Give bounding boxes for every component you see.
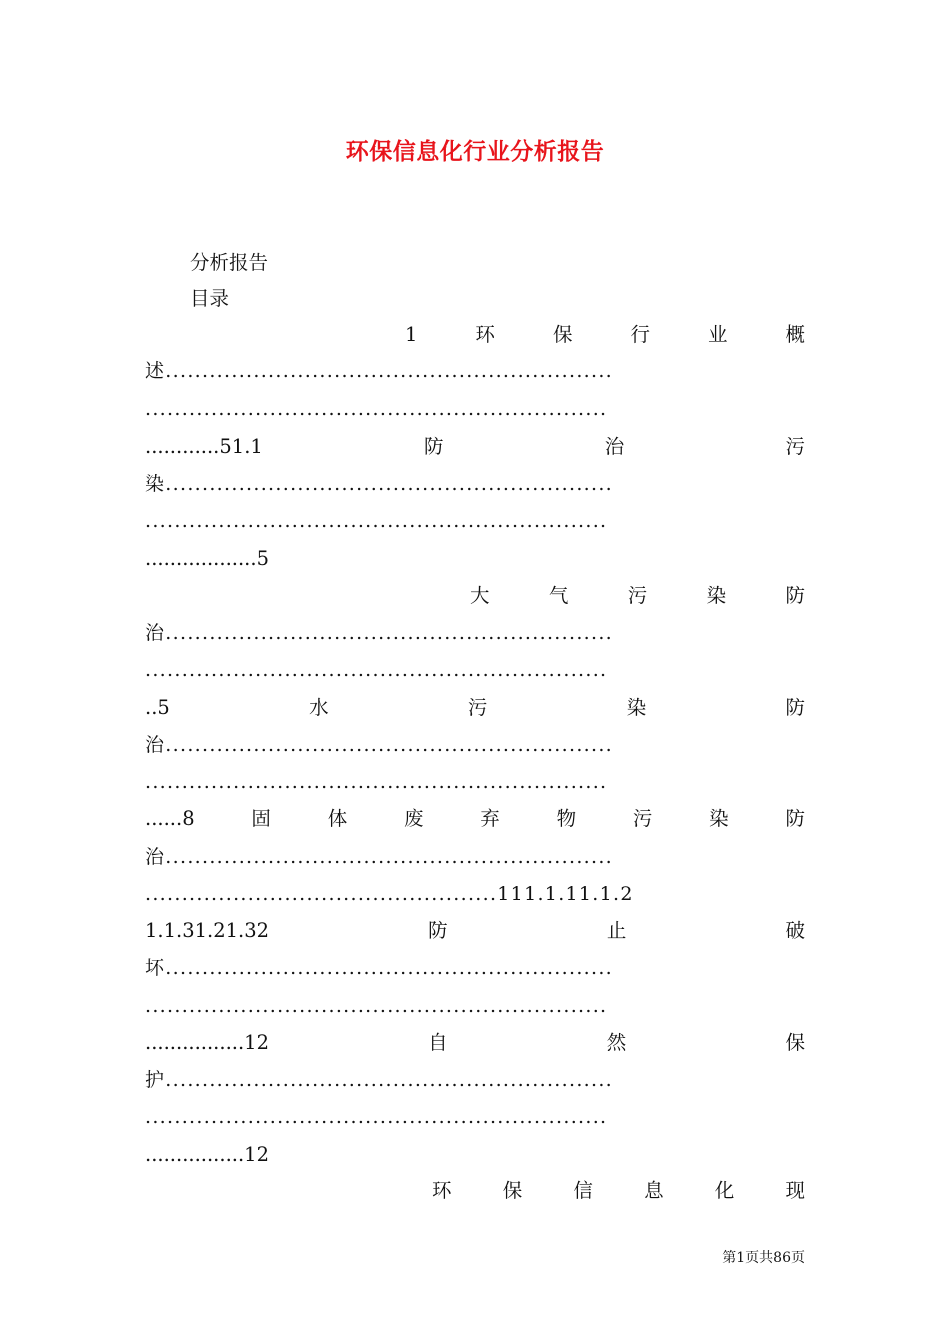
toc-page-ref: ................12 xyxy=(145,1031,269,1054)
toc-char: 保 xyxy=(785,1031,805,1054)
toc-char: 防 xyxy=(785,696,805,719)
toc-char: 环 xyxy=(432,1179,452,1202)
toc-line-21: 护............................................................. xyxy=(145,1069,614,1091)
toc-char: 气 xyxy=(548,584,569,607)
toc-page-ref: ..5 xyxy=(145,696,170,719)
toc-char: 废 xyxy=(403,807,424,830)
toc-char: 止 xyxy=(606,919,627,942)
toc-char: 污 xyxy=(632,807,653,830)
toc-char: 保 xyxy=(552,323,573,346)
toc-char: 污 xyxy=(785,435,805,458)
toc-char: 1 xyxy=(405,323,418,346)
toc-char: 染 xyxy=(709,807,729,830)
toc-char: 大 xyxy=(470,584,490,607)
toc-line-11 xyxy=(145,696,805,720)
toc-line-12: 治............................................................. xyxy=(145,734,614,756)
toc-char: 水 xyxy=(309,696,329,719)
toc-line-10: ............................................................... xyxy=(145,659,608,681)
toc-line-8 xyxy=(470,584,805,608)
toc-char: 污 xyxy=(467,696,488,719)
toc-char: 污 xyxy=(627,584,648,607)
document-title: 环保信息化行业分析报告 xyxy=(345,138,605,165)
toc-char: 破 xyxy=(785,919,805,942)
toc-char: 息 xyxy=(644,1179,664,1202)
toc-line-3: ............................................................... xyxy=(145,398,608,420)
toc-char: 行 xyxy=(630,323,650,346)
toc-line-5: 染............................................................. xyxy=(145,473,614,495)
toc-line-17 xyxy=(145,919,805,943)
toc-char: 治 xyxy=(604,435,625,458)
toc-char: 化 xyxy=(714,1179,735,1202)
toc-line-4 xyxy=(145,435,805,459)
toc-char: 防 xyxy=(424,435,444,458)
intro-contents: 目录 xyxy=(190,287,230,310)
toc-line-22: ............................................................... xyxy=(145,1106,608,1128)
toc-line-6: ............................................................... xyxy=(145,510,608,532)
toc-line-18: 坏............................................................. xyxy=(145,957,614,979)
toc-line-2: 述............................................................. xyxy=(145,360,614,382)
toc-char: 固 xyxy=(251,807,271,830)
toc-line-1 xyxy=(405,323,805,347)
toc-char: 现 xyxy=(785,1179,805,1202)
toc-char: 防 xyxy=(785,584,805,607)
toc-line-13: ............................................................... xyxy=(145,771,608,793)
toc-line-14 xyxy=(145,807,805,831)
toc-line-15: 治............................................................. xyxy=(145,846,614,868)
toc-char: 防 xyxy=(428,919,448,942)
toc-char: 自 xyxy=(428,1031,448,1054)
toc-line-24 xyxy=(432,1179,805,1203)
toc-line-16: ................................................111.1.11.1.2 xyxy=(145,883,634,905)
intro-analysis-report: 分析报告 xyxy=(190,251,269,274)
toc-line-20 xyxy=(145,1031,805,1055)
toc-page-ref: ............51.1 xyxy=(145,435,263,458)
toc-char: 然 xyxy=(606,1031,627,1054)
toc-char: 环 xyxy=(475,323,495,346)
toc-line-7: ..................5 xyxy=(145,547,269,570)
toc-page-ref: ......8 xyxy=(145,807,195,830)
toc-char: 体 xyxy=(327,807,348,830)
page-footer: 第1页共86页 xyxy=(722,1250,805,1266)
toc-line-9: 治............................................................. xyxy=(145,622,614,644)
toc-line-19: ............................................................... xyxy=(145,995,608,1017)
toc-char: 概 xyxy=(785,323,805,346)
toc-char: 染 xyxy=(626,696,647,719)
toc-page-ref: 1.1.31.21.32 xyxy=(145,919,270,942)
toc-char: 信 xyxy=(573,1179,593,1202)
toc-char: 防 xyxy=(785,807,805,830)
toc-char: 物 xyxy=(556,807,577,830)
toc-char: 保 xyxy=(502,1179,523,1202)
toc-char: 染 xyxy=(706,584,727,607)
toc-char: 弃 xyxy=(480,807,500,830)
toc-line-23: ................12 xyxy=(145,1143,269,1166)
toc-char: 业 xyxy=(707,323,728,346)
